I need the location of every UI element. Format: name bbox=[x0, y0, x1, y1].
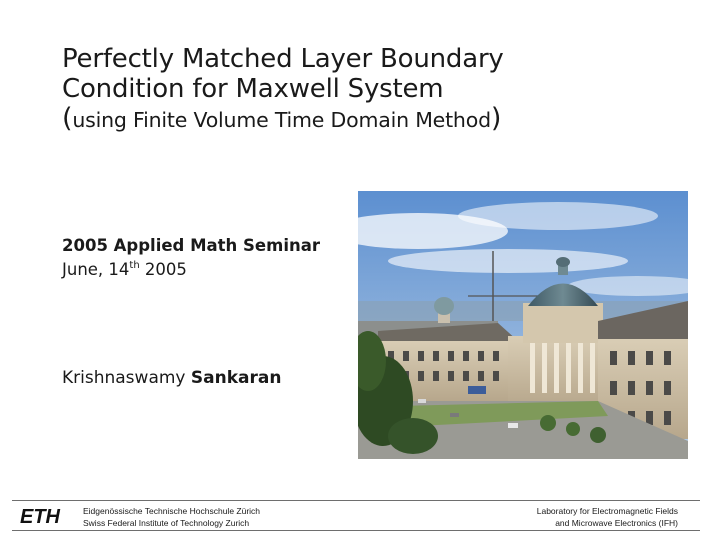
seminar-date bbox=[62, 260, 187, 279]
title-line-2: Condition for Maxwell System bbox=[62, 74, 444, 104]
seminar-name: 2005 Applied Math Seminar bbox=[62, 236, 320, 255]
footer-institution-de: Eidgenössische Technische Hochschule Zürich bbox=[83, 506, 261, 516]
title-line-1: Perfectly Matched Layer Boundary bbox=[62, 44, 504, 74]
eth-logo bbox=[20, 506, 74, 526]
title-subtitle: using Finite Volume Time Domain Method bbox=[72, 108, 491, 132]
seminar-date-sup: th bbox=[129, 260, 140, 271]
seminar-info bbox=[62, 234, 320, 282]
author-first-name: Krishnaswamy bbox=[62, 368, 191, 388]
title-open-paren: ( bbox=[62, 103, 73, 134]
seminar-date-prefix: June, 14 bbox=[62, 260, 130, 279]
footer-lab-line-1: Laboratory for Electromagnetic Fields bbox=[536, 506, 678, 516]
footer-lab-line-2: and Microwave Electronics (IFH) bbox=[555, 517, 678, 528]
eth-building-photo bbox=[358, 191, 688, 459]
title-close-paren: ) bbox=[490, 103, 502, 134]
author-last-name: Sankaran bbox=[190, 368, 282, 388]
footer-institution bbox=[83, 506, 260, 529]
slide-title bbox=[62, 44, 504, 135]
footer-institution-en: Swiss Federal Institute of Technology Zurich bbox=[83, 517, 250, 528]
seminar-date-suffix: 2005 bbox=[139, 260, 187, 279]
author-name bbox=[62, 366, 281, 390]
footer-rule-top bbox=[12, 500, 700, 501]
eth-logo-text: ETH bbox=[20, 506, 60, 526]
eth-main-building-photo-icon bbox=[358, 191, 688, 459]
footer-rule-bottom bbox=[12, 530, 700, 531]
footer-laboratory bbox=[537, 506, 678, 529]
